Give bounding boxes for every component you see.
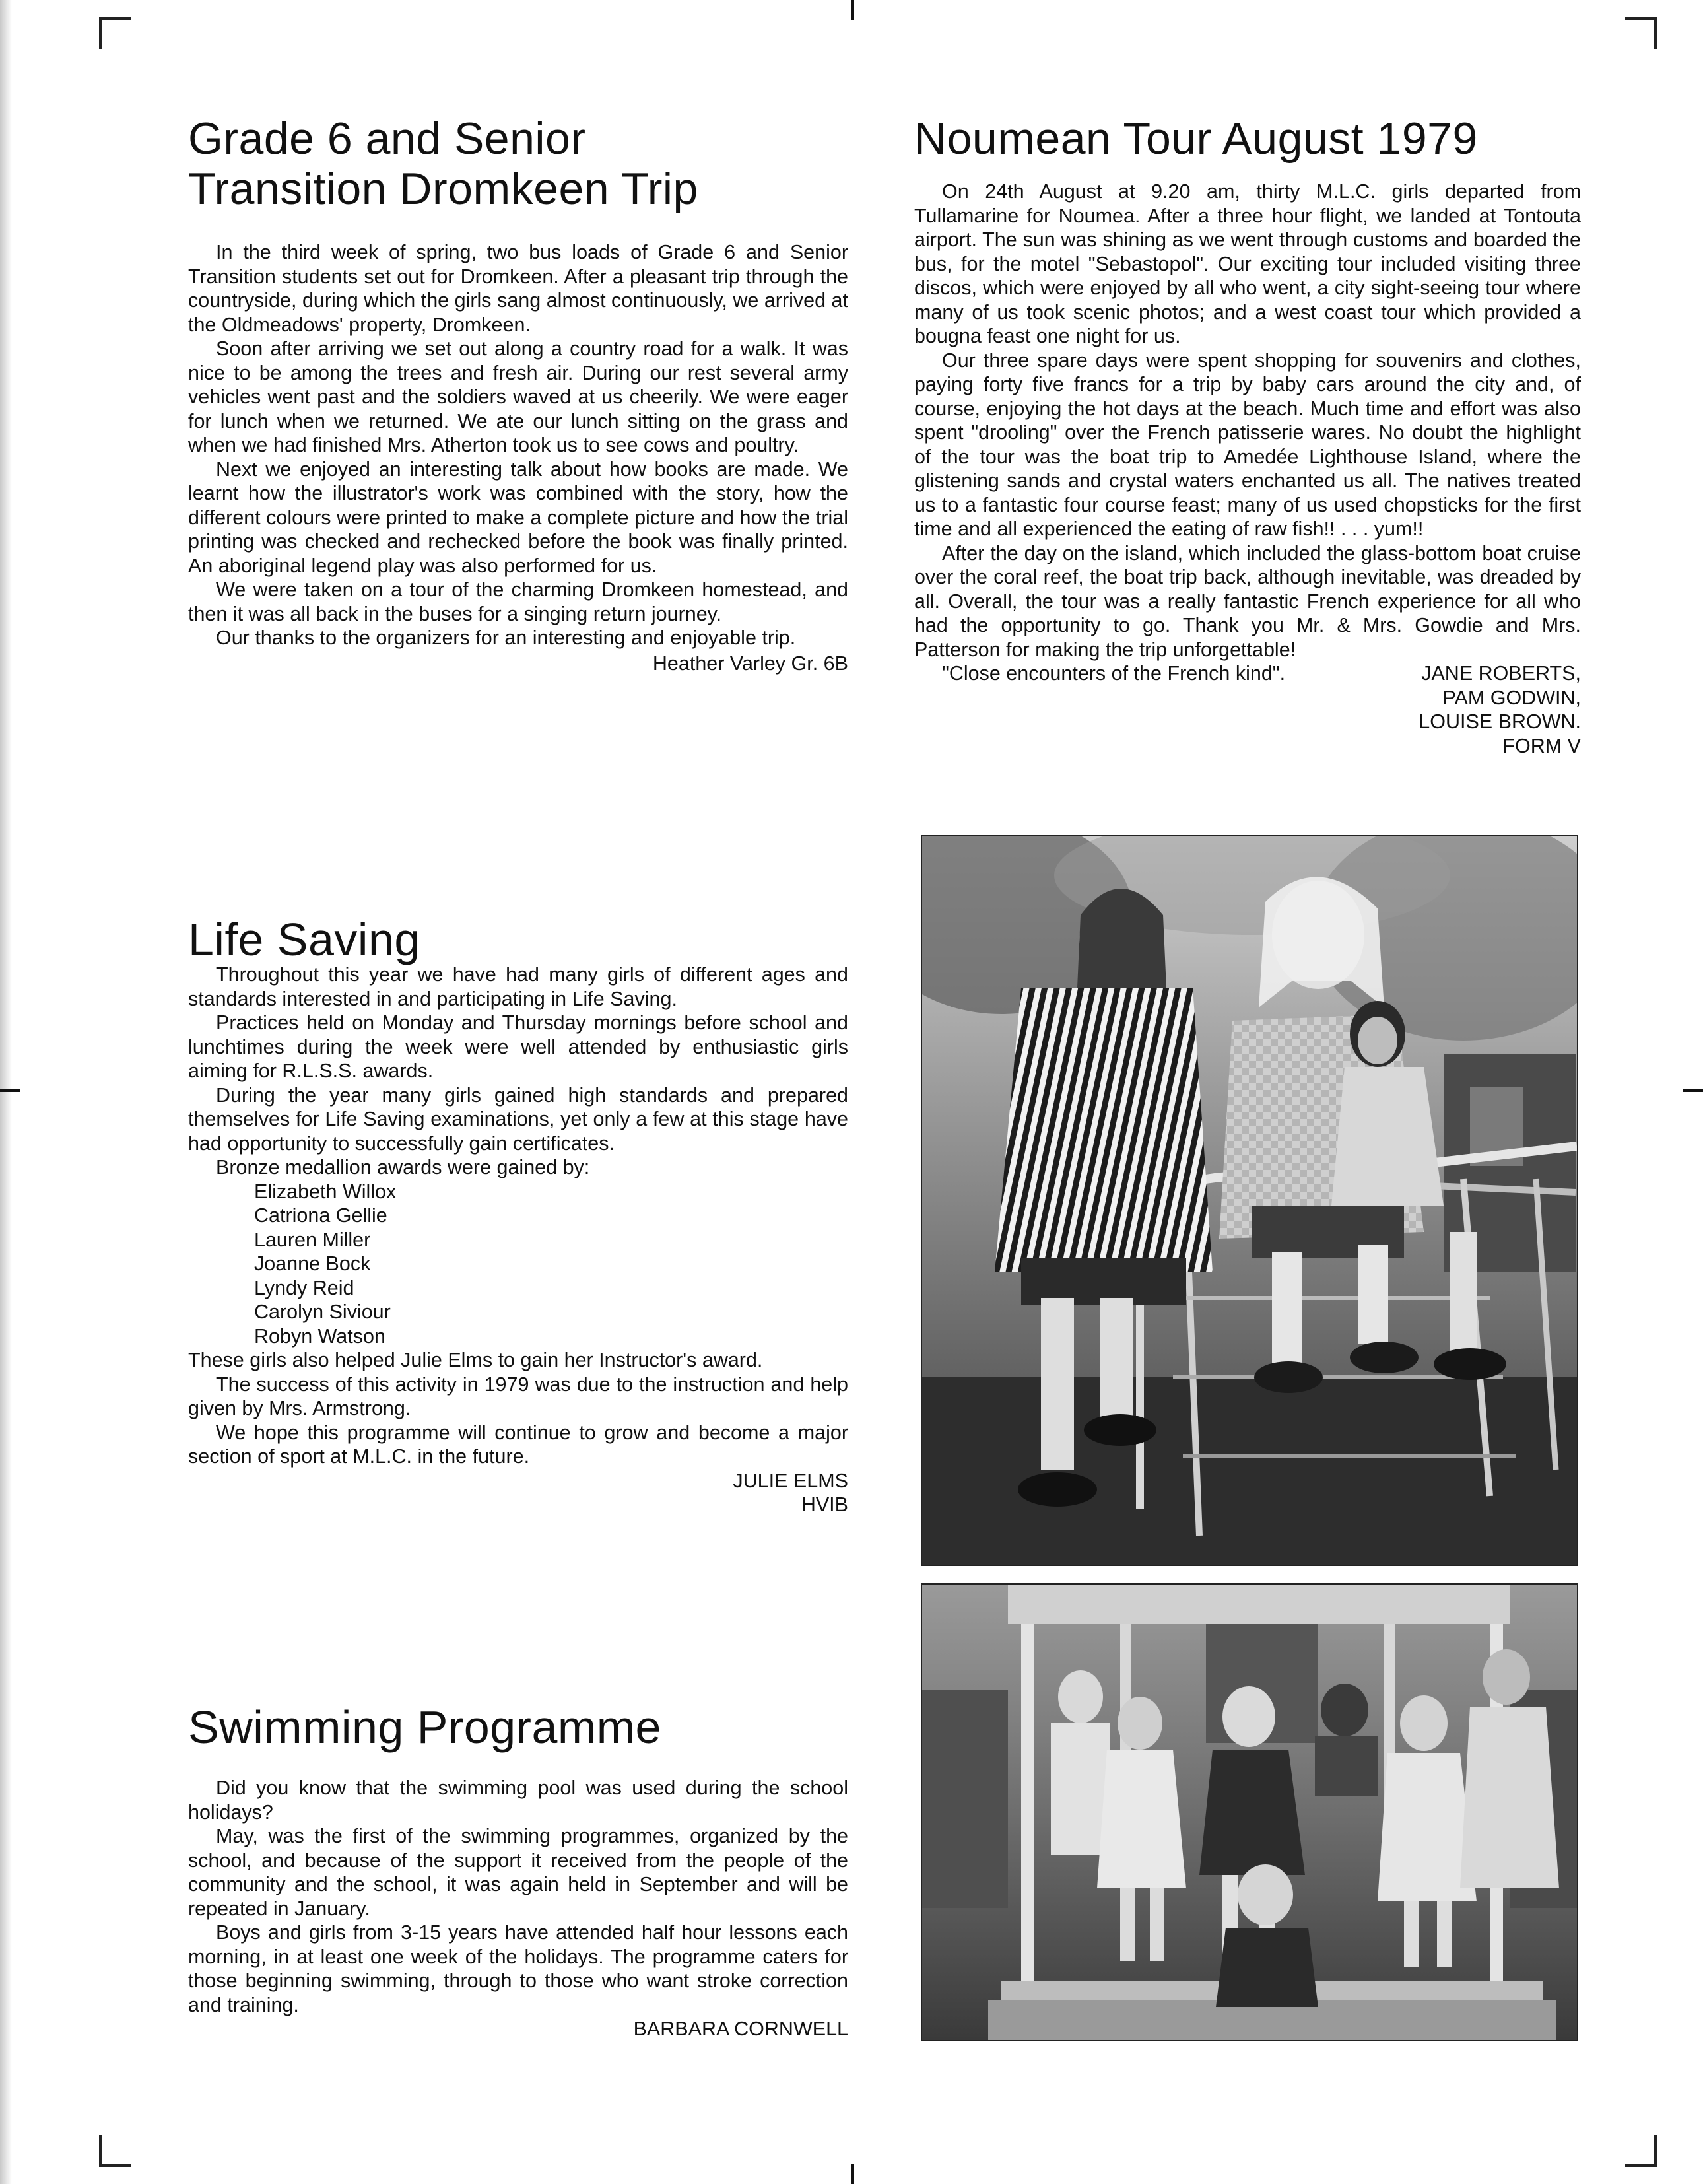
photo-group-on-porch (921, 1583, 1578, 2041)
dromkeen-headline (188, 114, 848, 214)
lifesaving-paragraph: These girls also helped Julie Elms to gain her Instructor's award. (188, 1349, 763, 1371)
noumea-paragraph: After the day on the island, which included the glass-bottom boat cruise over the coral reef, the boat trip back, although inevitable, was dreaded by all. Overall, the tour was a really fantastic French experience for all who had the opportunity to go. Thank you Mr. & Mrs. Gowdie and Mrs. Patterson for making the trip unforgettable! (914, 541, 1581, 661)
noumea-authors (1419, 662, 1581, 758)
registration-tick (852, 2164, 854, 2184)
dromkeen-article (188, 114, 848, 675)
registration-mark (1625, 2135, 1657, 2167)
registration-tick (852, 0, 854, 20)
swimming-signature: BARBARA CORNWELL (633, 2018, 848, 2040)
swimming-body (188, 1776, 848, 2017)
dromkeen-paragraph: Soon after arriving we set out along a country road for a walk. It was nice to be among the trees and fresh air. During our rest several army vehicles went past and the soldiers waved at us cheerily. We were eager for lunch when we returned. We ate our lunch sitting on the grass and when we had finished Mrs. Atherton took us to see cows and poultry. (188, 337, 848, 456)
dromkeen-paragraph: We were taken on a tour of the charming Dromkeen homestead, and then it was all back in the buses for a singing return journey. (188, 578, 848, 625)
lifesaving-signature-name: JULIE ELMS (733, 1469, 848, 1492)
lifesaving-paragraph: Practices held on Monday and Thursday mornings before school and lunchtimes during the week were well attended by enthusiastic girls aiming for R.L.S.S. awards. (188, 1011, 848, 1082)
noumea-paragraph: Our three spare days were spent shopping for souvenirs and clothes, paying forty five francs for a trip by baby cars around the city and, of course, enjoying the hot days at the beach. Much time and effort was also spent "drooling" over the French patisserie wares. No doubt the highlight of the tour was the boat trip to Amedée Lighthouse Island, where the glistening sands and crystal waters enchanted us all. The natives treated us to a fantastic four course feast; many of us used chopsticks for the first time and all experienced the eating of raw fish!! . . . yum!! (914, 349, 1581, 540)
noumea-author: JANE ROBERTS, (1421, 662, 1581, 685)
medallion-name: Catriona Gellie (254, 1204, 387, 1227)
registration-tick (1683, 1089, 1703, 1092)
dromkeen-headline-line1: Grade 6 and Senior (188, 114, 586, 164)
medallion-name: Elizabeth Willox (254, 1180, 397, 1203)
registration-mark (1625, 17, 1657, 49)
lifesaving-article (188, 916, 848, 1517)
lifesaving-paragraph: Throughout this year we have had many girls of different ages and standards interested in and participating in Life Saving. (188, 963, 848, 1010)
medallion-name: Lyndy Reid (254, 1276, 354, 1299)
registration-mark (99, 17, 131, 49)
lifesaving-paragraph: The success of this activity in 1979 was due to the instruction and help given by Mrs. Armstrong. (188, 1373, 848, 1419)
swimming-paragraph: Did you know that the swimming pool was used during the school holidays? (188, 1777, 848, 1824)
noumea-author: PAM GODWIN, (1442, 686, 1581, 709)
photo-girls-on-climbing-frame (921, 835, 1578, 1566)
noumea-author: FORM V (1502, 734, 1581, 757)
lifesaving-body (188, 963, 848, 1180)
medallion-name: Carolyn Siviour (254, 1301, 391, 1323)
noumea-author: LOUISE BROWN. (1419, 710, 1581, 733)
registration-tick (0, 1089, 20, 1092)
noumea-body (914, 180, 1581, 758)
noumea-paragraph: On 24th August at 9.20 am, thirty M.L.C. girls departed from Tullamarine for Noumea. After a three hour flight, we landed at Tontouta airport. The sun was shining as we went through customs and boarded the bus, for the motel "Sebastopol". Our exciting tour included visiting three discos, which were enjoyed by all who went, a city sight-seeing tour where many of us took scenic photos; and a west coast tour which provided a bougna feast one night for us. (914, 180, 1581, 347)
medallion-name: Lauren Miller (254, 1228, 371, 1251)
swimming-headline: Swimming Programme (188, 1701, 661, 1753)
lifesaving-signature-form: HVIB (801, 1493, 848, 1516)
lifesaving-body-end (188, 1348, 848, 1469)
dromkeen-paragraph: Next we enjoyed an interesting talk about how books are made. We learnt how the illustrator's work was combined with the story, how the different colours were printed to make a complete picture and how the trial printing was checked and rechecked before the book was finally printed. An aboriginal legend play was also performed for us. (188, 458, 848, 577)
dromkeen-paragraph: In the third week of spring, two bus loads of Grade 6 and Senior Transition students set out for Dromkeen. After a pleasant trip through the countryside, during which the girls sang almost continuously, we arrived at the Oldmeadows' property, Dromkeen. (188, 241, 848, 336)
medallion-name: Robyn Watson (254, 1324, 385, 1348)
scan-shadow (0, 0, 12, 2184)
dromkeen-headline-line2: Transition Dromkeen Trip (188, 164, 698, 214)
lifesaving-paragraph: Bronze medallion awards were gained by: (216, 1156, 590, 1178)
dromkeen-body (188, 240, 848, 650)
swimming-paragraph: May, was the first of the swimming programmes, organized by the school, and because of the support it received from the people of the community and the school, it was again held in September and will be repeated in January. (188, 1825, 848, 1920)
swimming-article (188, 1702, 848, 2041)
medallion-name-list (254, 1180, 848, 1349)
dromkeen-signature: Heather Varley Gr. 6B (652, 652, 848, 675)
photo-girls-on-climbing-frame-image (922, 836, 1577, 1565)
lifesaving-paragraph: We hope this programme will continue to grow and become a major section of sport at M.L.C. in the future. (188, 1421, 848, 1468)
dromkeen-paragraph: Our thanks to the organizers for an interesting and enjoyable trip. (216, 627, 796, 649)
registration-mark (99, 2135, 131, 2167)
medallion-name: Joanne Bock (254, 1252, 371, 1275)
lifesaving-paragraph: During the year many girls gained high standards and prepared themselves for Life Saving examinations, yet only a few at this stage have had opportunity to successfully gain certificates. (188, 1083, 848, 1155)
noumea-closing-quote: "Close encounters of the French kind". (942, 662, 1286, 685)
noumea-headline: Noumean Tour August 1979 (914, 114, 1478, 164)
swimming-paragraph: Boys and girls from 3-15 years have attended half hour lessons each morning, in at least one week of the holidays. The programme caters for those beginning swimming, through to those who want stroke correction and training. (188, 1921, 848, 2016)
noumea-closing (914, 662, 1581, 758)
noumea-article (914, 114, 1581, 758)
lifesaving-headline: Life Saving (188, 914, 420, 965)
photo-group-on-porch-image (922, 1585, 1577, 2040)
